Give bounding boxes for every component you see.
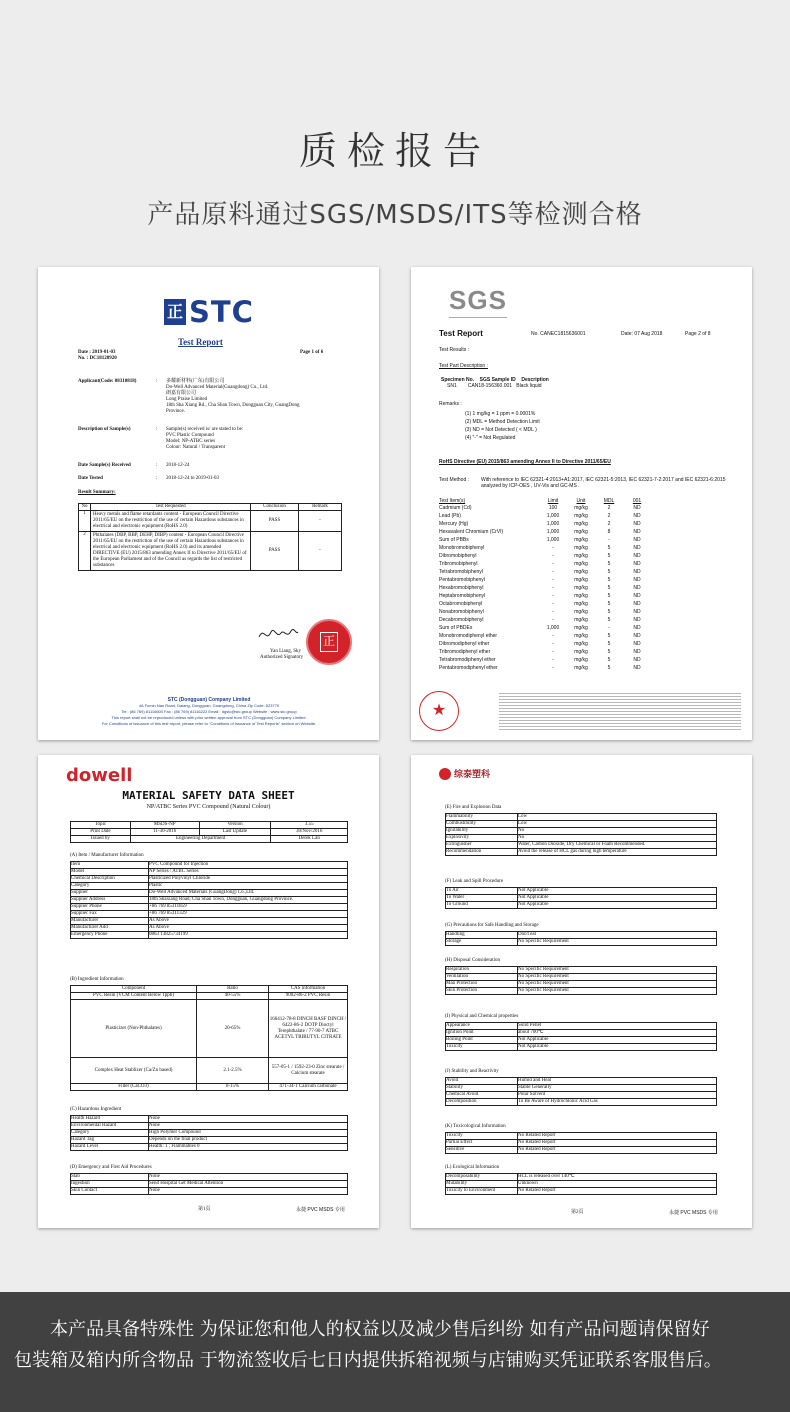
table-row: 1 Heavy metals and flame retardants content - European Council Directive 2011/65/EU on the restriction of the use of certain Hazardous substances in electrical and electronic equipment (RoHS 2.0) PASS - [79,511,342,532]
table-row: Ignitability No [446,828,717,835]
table-row: 2 Phthalates (DBP, BBP, DEHP, DIBP) content - European Council Directive 2011/65/EU on the restriction of the use of certain Hazardous substances in electrical and electronic equipment (RoHS 2.0) and its amended DIRECTIVE (EU) 2015/863 amending Annex II to Directive 2011/65/EU of the European Parliament and of the Council as regards the list of restricted substances PASS - [79,532,342,571]
sgs-remark-list: (1) 1 mg/kg = 1 ppm = 0.0001% (2) MDL = Method Detection Limit (3) ND = Not Detected ( < MDL ) (4) "-" = Not Regulated [465,411,540,441]
l-table [445,1173,717,1195]
section-l: (L) Ecological Information [445,1165,500,1170]
sgs-directive: RoHS Directive (EU) 2015/863 amending Annex II to Directive 2011/65/EU [439,459,611,465]
stc-received-label: Date Sample(s) Received [78,463,131,468]
dowell-logo: dowell [66,765,133,786]
page-brand: 永捷 PVC MSDS 专用 [669,1210,718,1216]
table-row: Filler (CaCO3) 0-15% 471-34-1 Calcium carbonate [71,1084,348,1091]
signer-name: Yan Liang, Sky [270,649,302,654]
table-row: Toxicity to Environment No Related Report [446,1188,717,1195]
col-no: No [79,504,91,511]
table-row: Complex Heat Stablizer (Ca/Zn based) 2.1-2.5% 557-05-1 / 1592-23-0 Zinc stearate / Calcium stearate [71,1058,348,1084]
table-row: Explosivity No [446,835,717,842]
table-row: Hazard Tag Depends on the final product [71,1137,348,1144]
table-row: Hazard Level Health: 1 ; Flammables 0 [71,1144,348,1151]
table-row: Category Plastic [71,883,348,890]
table-row: Tribromodiphenyl ether - mg/kg 5 ND [439,649,641,655]
table-row: Manufacturer Add As Above [71,925,348,932]
table-header: Test Item(s) Limit Unit MDL 001 [439,498,642,504]
table-row: Pentabromobiphenyl - mg/kg 5 ND [439,577,641,583]
ingredient-table [70,985,348,1091]
j-table [445,1077,717,1106]
msds-header-table [70,821,348,843]
table-row: Monobromodiphenyl ether - mg/kg 5 ND [439,633,641,639]
table-row: Hexavalent Chromium (CrVI) 1,000 mg/kg 8 ND [439,529,641,535]
stc-logo-mark: 正 [164,299,186,325]
logo-mark-icon [439,768,451,780]
table-row: To Air Not Applicable [446,888,717,895]
stc-result-table [78,503,342,571]
table-row: Lead (Pb) 1,000 mg/kg 2 ND [439,513,641,519]
stc-stamp: 正 [306,619,352,665]
table-row: Flammability Low [446,814,717,821]
msds-title: MATERIAL SAFETY DATA SHEET [122,789,295,802]
k-table [445,1132,717,1154]
g-table [445,931,717,946]
stc-received: 2018-12-24 [166,463,190,468]
section-k: (K) Toxicological Information [445,1124,506,1129]
section-j: (J) Stability and Reactivity [445,1069,499,1074]
table-row: Sum of PBBs 1,000 mg/kg - ND [439,537,641,543]
table-row: Ingestion Send Hospital Get Medical Attention [71,1181,348,1188]
sgs-results-table [439,498,671,672]
table-row: Chemical Description Plasticized Polyvinyl Chloride [71,876,348,883]
stc-sample: Sample(s) received is/ are stated to be: PVC Plastic Compound Model: NP-ATBC series Colour: Natural / Transparent [166,427,244,450]
table-row: Toxicity Not Applicable [446,1044,717,1051]
section-a: (A) Item / Manufacturer Information [70,853,144,858]
table-row: Ventilation No Specific Requirement [446,974,717,981]
table-row: Tribromobiphenyl - mg/kg 5 ND [439,561,641,567]
footer-line-1: 本产品具备特殊性 为保证您和他人的权益以及减少售后纠纷 如有产品问题请保留好 [50,1319,710,1340]
table-row: Emergency Phone 0863 13825734199 [71,932,348,939]
sgs-method: With reference to IEC 62321-4:2013+A1:2017, IEC 62321-5:2013, IEC 62321-7-2:2017 and IEC 62321-6:2015 analyzed by ICP-OES , UV-Vis and GC-MS . [481,477,726,489]
table-row: Supplier Fax +86 769 85311329 [71,911,348,918]
section-g: (G) Precautions for Safe Handling and Storage [445,923,539,928]
table-row: Handling Don't eat [446,932,717,939]
stc-no: No. : DC18120920 [78,356,117,361]
table-row: Monobromobiphenyl - mg/kg 5 ND [439,545,641,551]
f-table [445,887,717,909]
sgs-remarks: Remarks : [439,401,462,407]
table-row: Chemical Avoid Polar Solvent [446,1092,717,1099]
table-row: Octabromobiphenyl - mg/kg 5 ND [439,601,641,607]
stc-logo: 正 STC [164,297,254,327]
table-row: Decomposition To Be Aware of Hydrochlonic Acid Gas [446,1099,717,1106]
page-subtitle: 产品原料通过SGS/MSDS/ITS等检测合格 [147,200,643,230]
stc-test-report: 正 STC Test Report Date : 2019-01-03 No. : DC18120920 Page 1 of 6 Applicant(Code: 08310818) : 多耀新材料(广东)有限公司 Do-Well Advanced Material(Guangdong) Co., Ltd. 朗嘉有限公司 Long Praise Limited 18th Sha Xiang Rd., Cha Shan Town, Dongguan City, GuangDong Province. Description of Sample(s) : Sample(s) received is/ are stated to be: PVC Plastic Compound Model: NP-ATBC series Colour: Natural / Transparent Date Sample(s) Received : 2018-12-24 Date Tested : 2018-12-24 to 2019-01-03 Result Summary: No Test Requested Conclusion Remark 1 Heavy metals and flame retardants content - European Council Directive 2011/65/EU on the restriction of the use of certain Hazardous substances in electrical and electronic equipment (RoHS 2.0) PASS - 2 Phthalates (DBP, BBP, DEHP, DIBP) content - European Council Directive 2011/65/EU on the restriction of the use of certain Hazardous substances in electrical and electronic equipment (RoHS 2.0) and its amended DIRECTIVE (EU) 2015/863 amending Annex II to Directive 2011/65/EU of the European Parliament and of the Council as regards the list of restricted substances PASS - Yan Liang, Sky Authorized Signatory 正 STC (Dongguan) Company Limited 4A Fumin Nan Road, Dalang, Dongguan, Guangdong, China Zip Code: 523770 Tel : (86 769) 81116600 Fax : (86 769) 81116222 Email : dgstc@stc.group Website : www.stc.group This report shall not be reproduced unless with prior written approval from STC (Dongguan) Company Limited. For Conditions of issuance of this test report, please refer to "Conditions of Issuance of Test Reports" section on Website. [38,267,379,740]
sgs-page: Page 2 of 8 [685,331,711,337]
stc-sample-label: Description of Sample(s) [78,427,131,432]
table-row: Decomposability HCL is released over 140℃ [446,1174,717,1181]
col-test: Test Requested [91,504,251,511]
table-row: Issued by Engineering Department Derek Lan [71,836,348,843]
company-logo: 综泰塑科 [439,767,490,780]
sgs-title: Test Report [439,329,483,338]
sgs-logo: SGS [449,285,507,318]
table-row: Supplier Phone +86 769 85311859 [71,904,348,911]
stc-title: Test Report [178,337,223,347]
manufacturer-table [70,861,348,939]
msds-subtitle: NP/ATBC Series PVC Compound (Natural Colour) [146,804,271,810]
table-row: Supplier Do-Well Advanced Materials (GuangDong) Co.,Ltd. [71,890,348,897]
hazard-table [70,1115,348,1151]
table-row: Stab None [71,1174,348,1181]
sgs-method-label: Test Method : [439,477,470,483]
table-row: Skin Contact None [71,1188,348,1195]
sgs-spec-row: SN1 CAN18-156360.001 Black liquid [447,383,542,389]
sgs-spec-head: Specimen No. SGS Sample ID Description [441,377,549,383]
star-icon: ★ [431,702,447,719]
table-row: To Ground Not Applicable [446,902,717,909]
stc-tested: 2018-12-24 to 2019-01-03 [166,476,220,481]
stc-page: Page 1 of 6 [300,350,324,355]
table-row: Boiling Point Not Applicable [446,1037,717,1044]
table-row: Tetrabromodiphenyl ether - mg/kg 5 ND [439,657,641,663]
section-e: (E) Fire and Explosion Data [445,805,502,810]
table-row: PVC Resin (VCM Content Below 1ppb) 40-55% 9002-86-2 PVC Resin [71,993,348,1000]
table-row: Hexabromobiphenyl - mg/kg 5 ND [439,585,641,591]
stc-summary: Result Summary: [78,490,116,495]
table-row: Skin Protection No Specific Requirement [446,988,717,995]
first-aid-table [70,1173,348,1195]
table-row: Toxicity No Related Report [446,1133,717,1140]
stc-footer: STC (Dongguan) Company Limited 4A Fumin Nan Road, Dalang, Dongguan, Guangdong, China Zip Code: 523770 Tel : (86 769) 81116600 Fax : (86 769) 81116222 Email : dgstc@stc.group Website : www.stc.group This report shall not be reproduced unless with prior written approval from STC (Dongguan) Company Limited. For Conditions of issuance of this test report, please refer to "Conditions of Issuance of Test Reports" section on Website. [101,697,317,726]
msds-page-2 [411,755,752,1228]
page-title: 质检报告 [298,129,491,173]
i-table [445,1022,717,1051]
table-row: Pentabromodiphenyl ether - mg/kg 5 ND [439,665,641,671]
table-row: Heptabromobiphenyl - mg/kg 5 ND [439,593,641,599]
table-row: Dibromobiphenyl - mg/kg 5 ND [439,553,641,559]
footer-line-2: 包装箱及箱内所含物品 于物流签收后七日内提供拆箱视频与店铺购买凭证联系客服售后。 [14,1350,722,1371]
table-row: Partial Effect No Related Report [446,1140,717,1147]
table-row: Tetrabromobiphenyl - mg/kg 5 ND [439,569,641,575]
sgs-test-report [411,267,752,740]
table-row: To Water Not Applicable [446,895,717,902]
signature [256,623,300,645]
table-row: Health Hazard None [71,1116,348,1123]
table-row: Print Date 11-30-2016 Last Update 30/Nov/2016 [71,829,348,836]
h-table [445,966,717,995]
table-row: Dibromodiphenyl ether - mg/kg 5 ND [439,641,641,647]
stc-tested-label: Date Tested [78,476,103,481]
table-row: Plasticizer (Non-Phthalates) 20-65% 166412-78-8 DINCH BASF DINCH / 6422-86-2 DOTP Dioctyl Terephthalate / 77-90-7 ATBC ACETYL TRIBUTYL CITRATE [71,1000,348,1058]
table-row: Combustibility Low [446,821,717,828]
section-f: (F) Leak and Spill Procedure [445,879,504,884]
e-table [445,813,717,856]
table-header: Component Ratio CAS information [71,986,348,993]
table-row: Avoid Humid and Heat [446,1078,717,1085]
table-row: Storage No Specific Requirement [446,939,717,946]
col-conclusion: Conclusion [251,504,299,511]
table-row: Nonabromobiphenyl - mg/kg 5 ND [439,609,641,615]
table-row: Decabromobiphenyl - mg/kg 5 ND [439,617,641,623]
page-number: 第1页 [198,1207,211,1212]
table-row: Item PVC Compound for Injection [71,862,348,869]
page-brand: 永捷 PVC MSDS 专用 [296,1207,345,1213]
footer-notice [0,1292,790,1412]
table-row: Man Protection No Specific Requirement [446,981,717,988]
table-row: Sum of PBDEs 1,000 mg/kg - ND [439,625,641,631]
section-d: (D) Emergency and First Aid Procedures [70,1165,152,1170]
msds-page-1 [38,755,379,1228]
table-row: Recommendation Avoid the release of HCL gas during high temperature [446,849,717,856]
section-b: (B) Ingredient Information [70,977,124,982]
sgs-results: Test Results : [439,347,470,353]
signer-title: Authorized Signatory [260,655,304,660]
stc-applicant: 多耀新材料(广东)有限公司 Do-Well Advanced Material(Guangdong) Co., Ltd. 朗嘉有限公司 Long Praise Limited 18th Sha Xiang Rd., Cha Shan Town, Dongguan City, GuangDong Province. [166,379,300,414]
section-c: (C) Hazardous Ingredient [70,1107,122,1112]
col-remark: Remark [299,504,342,511]
table-row: Sensitive No Related Report [446,1147,717,1154]
table-row: Topic MSDS-NP Version 3.55 [71,822,348,829]
table-row: Environmental Hazard None [71,1123,348,1130]
table-row: Respiration No Specific Requirement [446,967,717,974]
sgs-date: Date: 07 Aug 2018 [621,331,663,337]
sgs-no: No. CANEC1815636001 [531,331,586,337]
table-row: Stability Stable Generally [446,1085,717,1092]
table-row: Model NP Series / ATBC Series [71,869,348,876]
page-number: 第2页 [571,1210,584,1215]
table-row: Category High Polymer Compound [71,1130,348,1137]
table-row: Cadmium (Cd) 100 mg/kg 2 ND [439,505,641,511]
section-i: (I) Physical and Chemical properties [445,1014,519,1019]
table-row: Manufacturer As Above [71,918,348,925]
stc-date: Date : 2019-01-03 [78,350,116,355]
table-row: Extinguisher Water, Carbon Dioxide, Dry Chemical or Foam Recommended. [446,842,717,849]
stc-applicant-label: Applicant(Code: 08310818) [78,379,137,384]
sgs-part: Test Part Description : [439,363,488,369]
sgs-fine-print [499,691,741,731]
table-row: Mercury (Hg) 1,000 mg/kg 2 ND [439,521,641,527]
table-row: Ignition Point about 700℃ [446,1030,717,1037]
table-row: Supplier Address 18th Shaxiang Road, Cha Shan Town, Dongguan, Guangdong Province. [71,897,348,904]
table-row: Appearance Solid Pellet [446,1023,717,1030]
sgs-bottom-seal [419,691,459,731]
table-row: Mutability Unknown [446,1181,717,1188]
section-h: (H) Disposal Consideration [445,958,500,963]
